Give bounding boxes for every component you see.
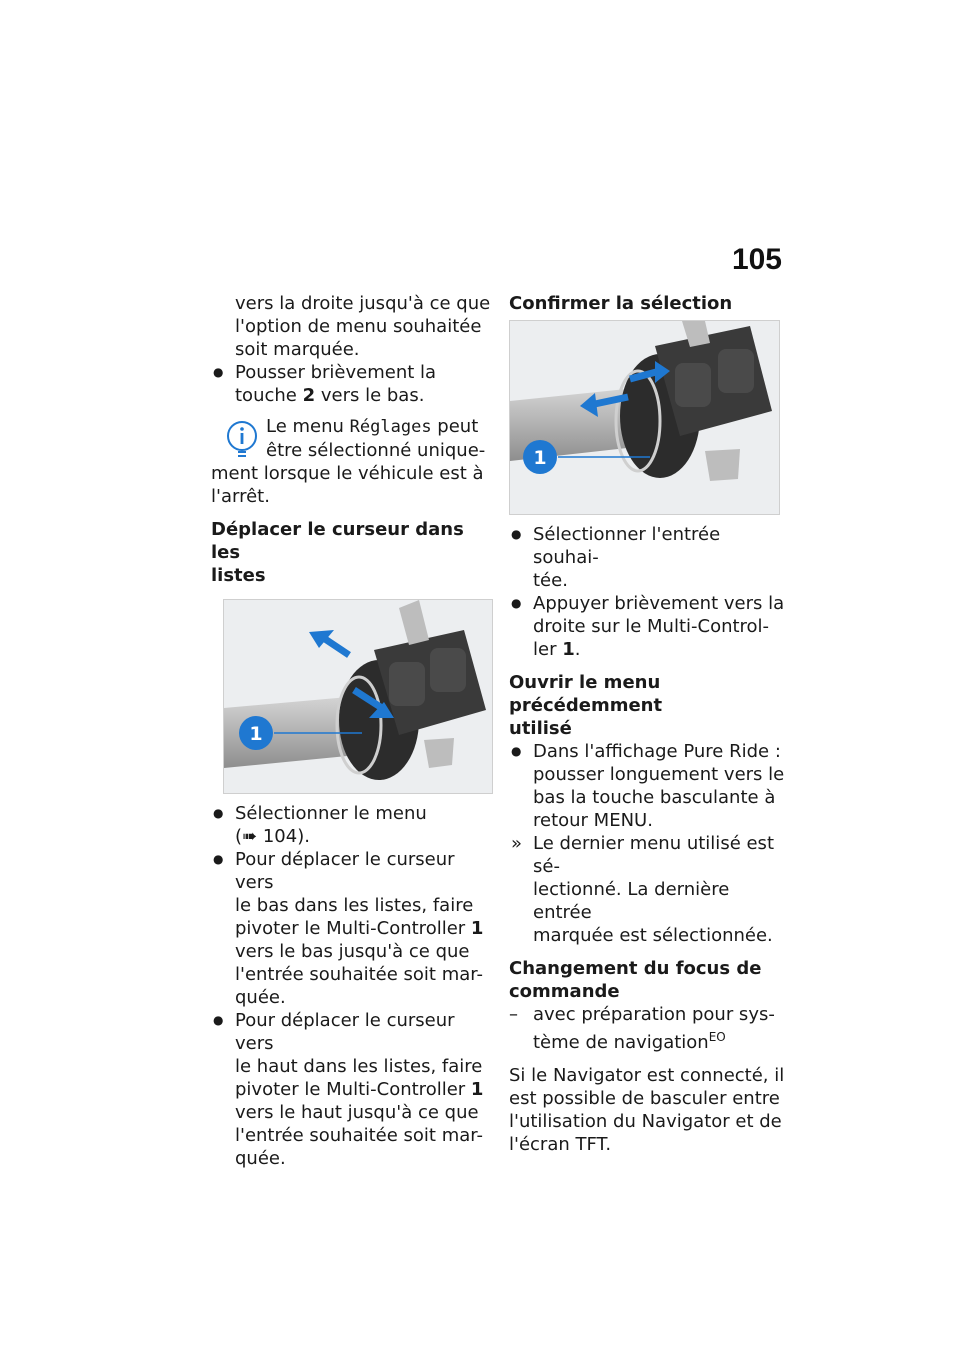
bullet-select-entry: ● Sélectionner l'entrée souhai- tée.	[509, 523, 789, 592]
section-heading-move-cursor: Déplacer le curseur dans les listes	[211, 519, 464, 586]
bullet-push-right: ● Appuyer brièvement vers la droite sur le Multi-Control- ler 1.	[509, 592, 789, 661]
paragraph-navigator: Si le Navigator est connecté, il est possible de basculer entre l'utilisation du Navigator et de l'écran TFT.	[509, 1065, 785, 1155]
option-code-eo: EO	[708, 1030, 726, 1044]
page-number: 105	[731, 243, 782, 276]
option-navigation-prep: – avec préparation pour sys- tème de navigation$^{EO}$	[509, 1004, 775, 1053]
bullet-move-down: ● Pour déplacer le curseur vers le bas dans les listes, faire pivoter le Multi-Controller 1 vers le bas jusqu'à ce que l'entrée souhaitée soit mar- quée.	[211, 848, 496, 1009]
left-column	[211, 292, 496, 1170]
right-column	[509, 292, 789, 1156]
bullet-move-up: ● Pour déplacer le curseur vers le haut dans les listes, faire pivoter le Multi-Controller 1 vers le haut jusqu'à ce que l'entrée souhaitée soit mar- quée.	[211, 1009, 496, 1170]
result-marker: »	[511, 833, 523, 854]
figure-callout-1: 1	[533, 447, 547, 469]
result-last-menu: » Le dernier menu utilisé est sé- lectionné. La dernière entrée marquée est sélectionnée.	[511, 833, 774, 946]
info-icon	[225, 419, 259, 459]
figure-multi-controller-push	[509, 320, 780, 515]
bullet-select-menu: ● Sélectionner le menu (➠ 104).	[211, 802, 496, 848]
section-heading-confirm: Confirmer la sélection	[509, 293, 733, 314]
page-reference-arrow-icon: ➠	[242, 826, 258, 847]
section-heading-open-last-menu: Ouvrir le menu précédemment utilisé	[509, 672, 663, 739]
figure-callout-1: 1	[249, 723, 263, 745]
menu-name-code: Réglages	[349, 417, 432, 437]
info-note: Le menu Réglages peut être sélectionné unique- ment lorsque le véhicule est à l'arrêt.	[211, 416, 486, 507]
dash-marker: –	[509, 1004, 518, 1025]
section-heading-change-focus: Changement du focus de commande	[509, 958, 762, 1002]
paragraph-continued: vers la droite jusqu'à ce que l'option de menu souhaitée soit marquée.	[235, 293, 491, 360]
figure-multi-controller-rotate	[223, 599, 493, 794]
bullet-push-button: ● Pousser brièvement la touche 2 vers le bas.	[211, 361, 496, 407]
bullet-pure-ride: ● Dans l'affichage Pure Ride : pousser longuement vers le bas la touche basculante à retour MENU.	[509, 740, 789, 832]
